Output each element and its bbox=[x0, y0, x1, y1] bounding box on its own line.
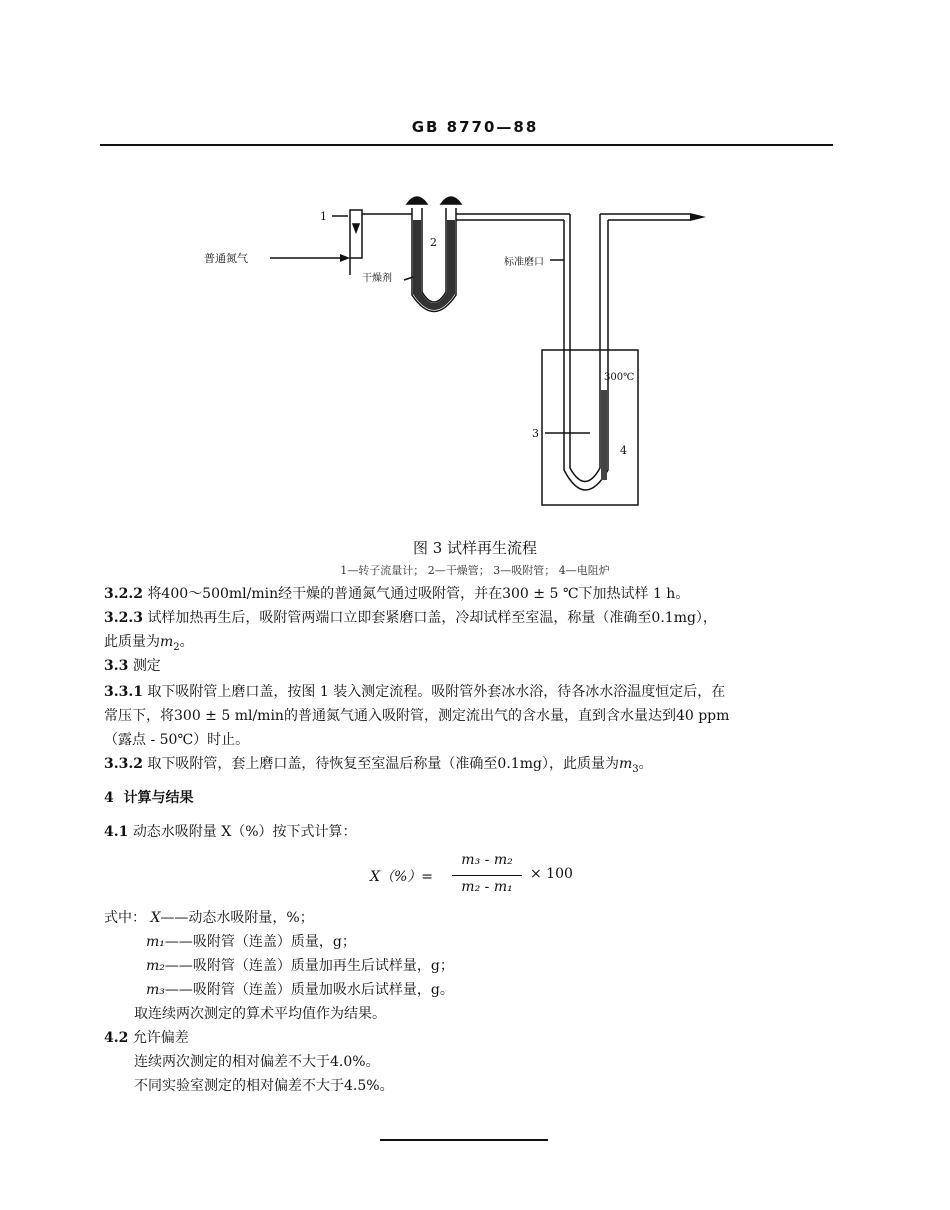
tolerance-1: 连续两次测定的相对偏差不大于4.0%。 bbox=[134, 1054, 380, 1070]
label-1: 1 bbox=[320, 210, 327, 223]
clause-3-3-2: 3.3.2 取下吸附管，套上磨口盖，待恢复至室温后称量（准确至0.1mg），此质量为$m_3$。 bbox=[104, 756, 653, 775]
where-x: 式中： X——动态水吸附量，%； bbox=[104, 910, 314, 926]
clause-4-1: 4.1 动态水吸附量 X（%）按下式计算： bbox=[104, 824, 357, 840]
dryer-cap-right bbox=[441, 197, 461, 204]
formula-denominator: m₂ - m₁ bbox=[461, 879, 513, 895]
clause-3-2-2: 3.2.2 将400～500ml/min经干燥的普通氮气通过吸附管，并在300 ± 5 ℃下加热试样 1 h。 bbox=[104, 586, 690, 602]
formula-lhs: X（%）= bbox=[370, 869, 433, 885]
clause-3-3-1: 3.3.1 取下吸附管上磨口盖，按图 1 装入测定流程。吸附管外套冰水浴，待各冰水浴温度恒定后，在 bbox=[104, 684, 726, 700]
rotameter-float bbox=[353, 224, 359, 232]
label-3: 3 bbox=[532, 427, 539, 440]
clause-3-2-3: 3.2.3 试样加热再生后，吸附管两端口立即套紧磨口盖，冷却试样至室温，称量（准确至0.1mg）， bbox=[104, 610, 717, 626]
end-rule bbox=[380, 1139, 548, 1141]
clause-3-3-1-l2: 常压下，将300 ± 5 ml/min的普通氮气通入吸附管，测定流出气的含水量，直到含水量达到40 ppm bbox=[104, 708, 730, 724]
formula-rhs: × 100 bbox=[530, 866, 573, 882]
label-temperature: 300℃ bbox=[604, 372, 635, 383]
regeneration-flow-diagram bbox=[190, 180, 750, 520]
dryer-cap-left bbox=[407, 197, 427, 204]
label-desiccant: 干燥剂 bbox=[362, 273, 392, 284]
where-m1: m₁——吸附管（连盖）质量，g； bbox=[146, 934, 356, 950]
document-header: GB 8770—88 bbox=[411, 118, 539, 136]
section-4-2-heading: 4.2 允许偏差 bbox=[104, 1030, 189, 1046]
label-gas-in: 普通氮气 bbox=[204, 252, 248, 265]
where-m3: m₃——吸附管（连盖）质量加吸水后试样量，g。 bbox=[146, 982, 454, 998]
clause-3-3-1-l3: （露点 - 50℃）时止。 bbox=[104, 732, 250, 748]
section-3-3-heading: 3.3 测定 bbox=[104, 658, 161, 674]
header-rule bbox=[100, 144, 833, 146]
tolerance-2: 不同实验室测定的相对偏差不大于4.5%。 bbox=[134, 1078, 394, 1094]
label-4: 4 bbox=[620, 444, 627, 457]
section-4-heading: 4 计算与结果 bbox=[104, 790, 194, 806]
clause-3-2-3-cont: 此质量为$m_2$。 bbox=[104, 634, 194, 653]
label-ground-joint: 标准磨口 bbox=[504, 257, 544, 268]
where-m2: m₂——吸附管（连盖）质量加再生后试样量，g； bbox=[146, 958, 454, 974]
figure-legend: 1—转子流量计； 2—干燥管； 3—吸附管； 4—电阻炉 bbox=[340, 564, 610, 577]
formula-numerator: m₃ - m₂ bbox=[461, 852, 513, 868]
result-note: 取连续两次测定的算术平均值作为结果。 bbox=[134, 1006, 386, 1022]
figure-title: 图 3 试样再生流程 bbox=[412, 539, 538, 557]
label-2: 2 bbox=[430, 236, 437, 249]
fraction-bar bbox=[452, 875, 522, 876]
